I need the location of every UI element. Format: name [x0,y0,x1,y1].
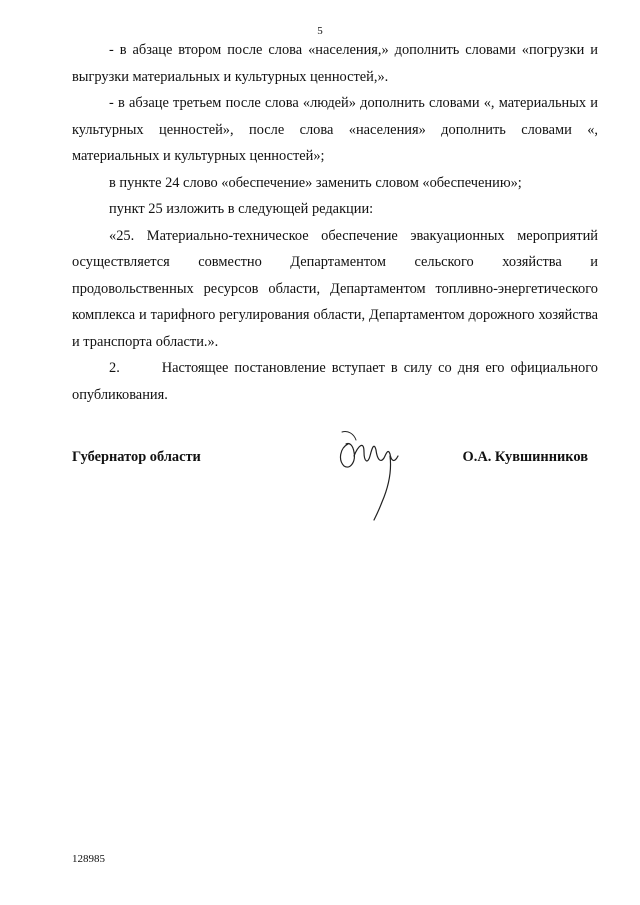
paragraph-amend-point-24: в пункте 24 слово «обеспечение» заменить словом «обеспечению»; [109,174,522,191]
signatory-position: Губернатор области [72,449,201,465]
paragraph-amend-second-abzats: - в абзаце втором после слова «населения,» дополнить словами «погрузки и выгрузки материальных и культурных ценностей,». [72,42,598,85]
paragraph-point-25-intro: пункт 25 изложить в следующей редакции: [109,201,374,217]
signatory-name: О.А. Кувшинников [462,449,588,465]
document-code: 128985 [72,853,105,865]
paragraph-point-25-text: «25. Материально-техническое обеспечение эвакуационных мероприятий осуществляется совместно Департаментом сельского хозяйства и продовольственных ресурсов области, Департаментом топливно-энергетического комплекса и тарифного регулирования области, Департаментом дорожного хозяйства и транспорта области.». [72,227,598,350]
signature-block [72,440,598,530]
handwritten-signature [334,426,414,522]
paragraph-amend-third-abzats: - в абзаце третьем после слова «людей» дополнить словами «, материальных и культурных ценностей», после слова «населения» дополнить словами «, материальных и культурных ценностей»; [72,95,598,164]
page-number: 5 [317,25,323,37]
document-body [72,37,598,408]
paragraph-effective-date: 2. Настоящее постановление вступает в силу со дня его официального опубликования. [72,360,598,403]
